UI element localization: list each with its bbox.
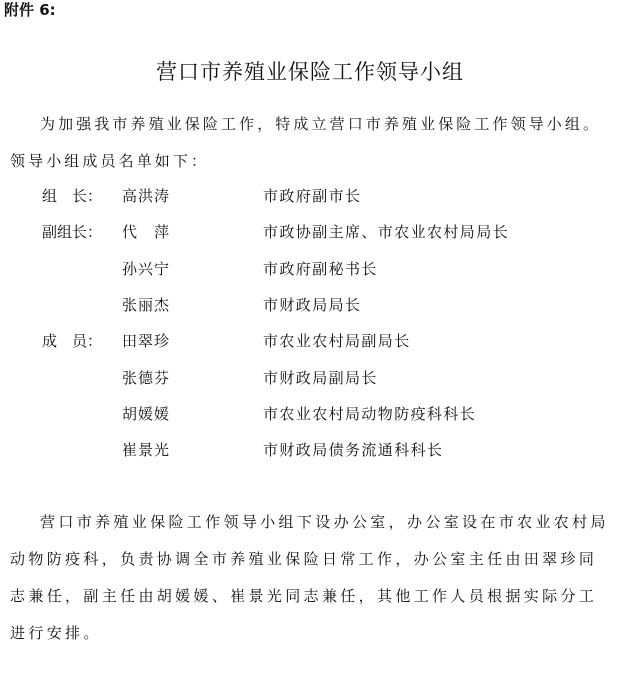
member-name: 代 萍 — [122, 223, 171, 241]
page-title: 营口市养殖业保险工作领导小组 — [156, 60, 464, 84]
member-name: 胡媛媛 — [122, 405, 171, 423]
member-name: 田翠珍 — [122, 332, 171, 350]
member-name: 崔景光 — [122, 441, 171, 459]
member-post: 市财政局局长 — [263, 296, 362, 314]
member-name: 张丽杰 — [122, 296, 171, 314]
member-post: 市政协副主席、市农业农村局局长 — [263, 223, 510, 241]
member-row — [0, 178, 620, 214]
member-row — [0, 432, 620, 468]
member-row — [0, 323, 620, 359]
member-row — [0, 251, 620, 287]
member-name: 张德芬 — [122, 369, 171, 387]
member-row — [0, 214, 620, 250]
member-post: 市农业农村局副局长 — [263, 332, 411, 350]
member-row — [0, 287, 620, 323]
member-post: 市政府副秘书长 — [263, 260, 378, 278]
member-role: 组 长： — [42, 187, 103, 205]
member-post: 市政府副市长 — [263, 187, 362, 205]
attachment-label: 附件 6: — [4, 1, 56, 19]
member-name: 高洪涛 — [122, 187, 171, 205]
member-name: 孙兴宁 — [122, 260, 171, 278]
member-role: 副组长： — [42, 223, 103, 241]
member-post: 市财政局债务流通科科长 — [263, 441, 444, 459]
member-row — [0, 396, 620, 432]
member-row — [0, 360, 620, 396]
closing-paragraph: 营口市养殖业保险工作领导小组下设办公室，办公室设在市农业农村局动物防疫科，负责协调全市养殖业保险日常工作，办公室主任由田翠珍同志兼任，副主任由胡媛媛、崔景光同志兼任，其他工作人员根据实际分工进行安排。 — [10, 513, 609, 642]
member-role: 成 员： — [42, 332, 103, 350]
member-post: 市农业农村局动物防疫科科长 — [263, 405, 477, 423]
member-post: 市财政局副局长 — [263, 369, 378, 387]
intro-paragraph: 为加强我市养殖业保险工作，特成立营口市养殖业保险工作领导小组。领导小组成员名单如下： — [10, 115, 602, 170]
